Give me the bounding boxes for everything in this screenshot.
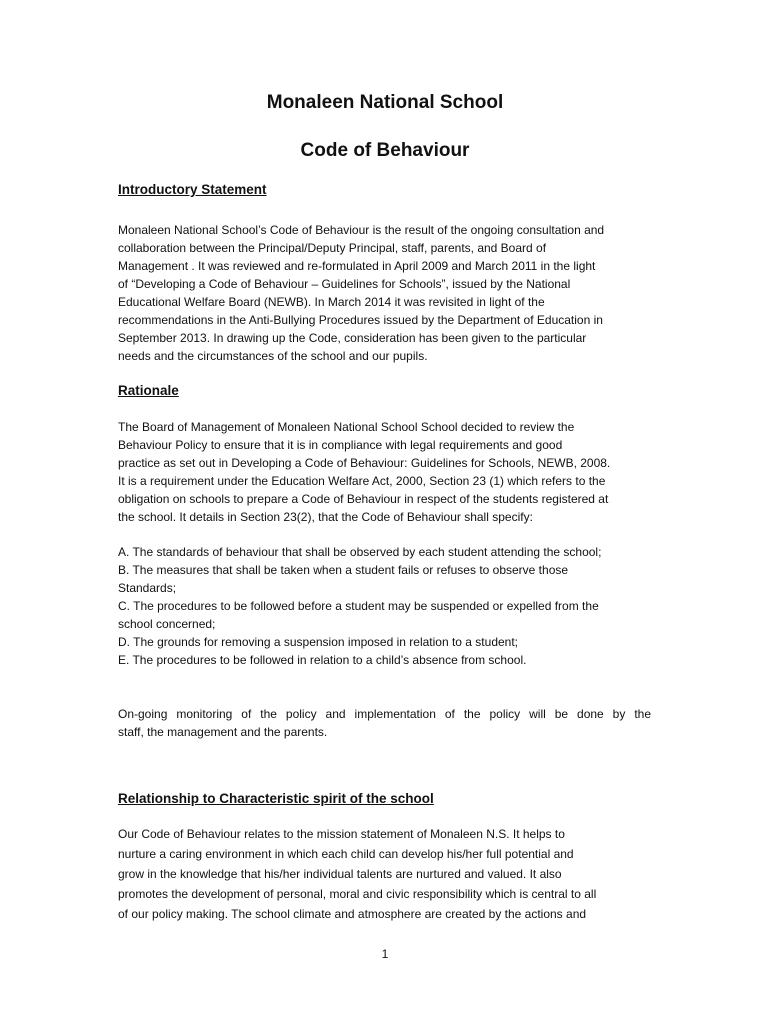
relationship-line: promotes the development of personal, moral and civic responsibility which is central to all bbox=[118, 887, 597, 901]
intro-line: needs and the circumstances of the school and our pupils. bbox=[118, 349, 428, 363]
document-subtitle: Code of Behaviour bbox=[300, 140, 470, 161]
list-item: Standards; bbox=[118, 581, 177, 595]
relationship-line: nurture a caring environment in which each child can develop his/her full potential and bbox=[118, 847, 574, 861]
intro-line: September 2013. In drawing up the Code, consideration has been given to the particular bbox=[118, 331, 587, 345]
monitoring-paragraph bbox=[118, 705, 658, 741]
intro-paragraph bbox=[118, 221, 658, 365]
intro-line: Monaleen National School’s Code of Behaviour is the result of the ongoing consultation and bbox=[118, 223, 605, 237]
list-item: B. The measures that shall be taken when a student fails or refuses to observe those bbox=[118, 563, 569, 577]
rationale-heading: Rationale bbox=[118, 383, 179, 398]
relationship-paragraph bbox=[118, 824, 658, 924]
monitoring-line: staff, the management and the parents. bbox=[118, 725, 328, 739]
intro-line: of “Developing a Code of Behaviour – Guidelines for Schools”, issued by the National bbox=[118, 277, 571, 291]
relationship-heading: Relationship to Characteristic spirit of the school bbox=[118, 791, 434, 806]
page-number: 1 bbox=[381, 947, 389, 961]
intro-line: recommendations in the Anti-Bullying Procedures issued by the Department of Education in bbox=[118, 313, 603, 327]
relationship-line: of our policy making. The school climate and atmosphere are created by the actions and bbox=[118, 907, 587, 921]
intro-line: Management . It was reviewed and re-formulated in April 2009 and March 2011 in the light bbox=[118, 259, 596, 273]
relationship-line: grow in the knowledge that his/her individual talents are nurtured and valued. It also bbox=[118, 867, 562, 881]
intro-line: Educational Welfare Board (NEWB). In March 2014 it was revisited in light of the bbox=[118, 295, 545, 309]
monitoring-line: On-going monitoring of the policy and implementation of the policy will be done by the bbox=[118, 707, 651, 721]
list-item: D. The grounds for removing a suspension imposed in relation to a student; bbox=[118, 635, 519, 649]
rationale-line: The Board of Management of Monaleen National School School decided to review the bbox=[118, 420, 575, 434]
rationale-paragraph bbox=[118, 418, 658, 526]
list-item: E. The procedures to be followed in relation to a child’s absence from school. bbox=[118, 653, 527, 667]
document-title: Monaleen National School bbox=[266, 92, 504, 113]
rationale-line: Behaviour Policy to ensure that it is in compliance with legal requirements and good bbox=[118, 438, 563, 452]
rationale-line: practice as set out in Developing a Code of Behaviour: Guidelines for Schools, NEWB, 2008. bbox=[118, 456, 611, 470]
list-item: C. The procedures to be followed before a student may be suspended or expelled from the bbox=[118, 599, 599, 613]
list-item: A. The standards of behaviour that shall be observed by each student attending the school; bbox=[118, 545, 602, 559]
intro-line: collaboration between the Principal/Deputy Principal, staff, parents, and Board of bbox=[118, 241, 547, 255]
rationale-line: obligation on schools to prepare a Code of Behaviour in respect of the students registered at bbox=[118, 492, 609, 506]
list-item: school concerned; bbox=[118, 617, 216, 631]
rationale-line: It is a requirement under the Education Welfare Act, 2000, Section 23 (1) which refers to the bbox=[118, 474, 606, 488]
rationale-list bbox=[118, 543, 658, 669]
intro-heading: Introductory Statement bbox=[118, 182, 267, 197]
rationale-line: the school. It details in Section 23(2), that the Code of Behaviour shall specify: bbox=[118, 510, 533, 524]
relationship-line: Our Code of Behaviour relates to the mission statement of Monaleen N.S. It helps to bbox=[118, 827, 565, 841]
